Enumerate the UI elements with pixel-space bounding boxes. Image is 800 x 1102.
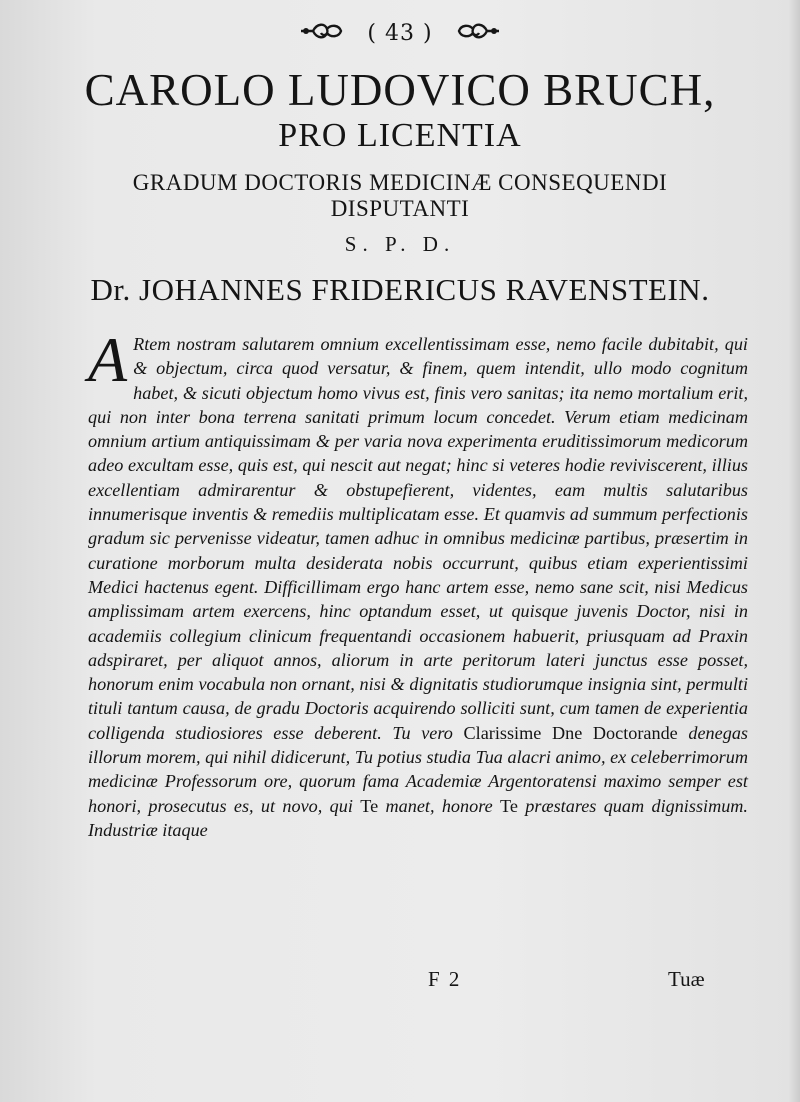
page-number: ( 43 )	[367, 21, 433, 46]
fleuron-right-icon	[455, 20, 501, 48]
body-upright-2: Te	[360, 795, 379, 816]
body-paragraph	[88, 324, 748, 842]
author-line: Dr. JOHANNES FRIDERICUS RAVENSTEIN.	[90, 272, 710, 307]
body-upright-3: Te	[500, 795, 518, 816]
body-part-1: Rtem nostram salutarem omnium excellentissimam esse, nemo facile dubitabit, qui & objectum, circa quod versatur, & finem, quem intendit, ullo modo cognitum habet, & sicuti objectum homo vivus est, finis vero sanitas; ita nemo mortalium erit, qui non inter bona terrena sanitati primum locum concedet. Verum etiam medicinam omnium artium antiquissimam & per varia nova experimenta eruditissimorum medicorum adeo excultam esse, quis est, qui nescit aut negat; hinc si veteres hodie reviviscerent, illius excellentiam admirarentur & obstupefierent, videntes, eam multis salutaribus innumerisque inventis & remediis multiplicatam esse. Et quamvis ad summum perfectionis gradum sic pervenisse videatur, tamen adhuc in omnibus medicinæ partibus, præsertim in curatione morborum multa desiderata nobis occurrunt, quibus etiam experientissimi Medici hactenus egent. Difficillimam ergo hanc artem esse, nemo sane scit, nisi Medicus amplissimam artem exercens, hinc optandum esset, ut quisque juvenis Doctor, nisi in academiis collegium clinicum frequentandi occasionem habuerit, priusquam ad Praxin adspiraret, per aliquot annos, aliorum in arte peritorum lateri junctus esse posset, honorum enim vocabula non ornant, nisi & dignitatis studiorumque insignia sint, permulti tituli tantum causa, de gradu Doctoris acquirendo solliciti sunt, cum tamen de experientia colligenda studiosiores esse deberent. Tu vero	[88, 334, 748, 743]
disputanti-line: DISPUTANTI	[330, 196, 470, 221]
catchword: Tuæ	[668, 967, 705, 991]
salutation-abbrev: S. P. D.	[344, 232, 456, 256]
fleuron-left-icon	[299, 20, 345, 48]
body-part-2: denegas illorum morem, qui nihil didicerunt, Tu potius studia Tua alacri animo, ex celeberrimorum medicinæ Professorum ore, quorum fama Academiæ Argentoratensi maximo semper est honori, prosecutus es, ut novo, qui	[88, 722, 748, 816]
body-upright-1: Clarissime Dne Doctorande	[463, 722, 678, 743]
page-edge-shadow	[788, 0, 800, 1102]
pro-licentia-line: PRO LICENTIA	[278, 117, 522, 154]
running-header	[0, 20, 800, 48]
gradum-line: GRADUM DOCTORIS MEDICINÆ CONSEQUENDI	[132, 170, 668, 195]
body-part-3: manet, honore	[378, 795, 501, 816]
signature-mark: F 2	[428, 967, 462, 991]
body-part-4: præstares quam dignissimum. Industriæ itaque	[88, 795, 748, 840]
drop-cap: A	[88, 324, 128, 395]
dedication-recipient: CAROLO LUDOVICO BRUCH,	[84, 65, 716, 115]
